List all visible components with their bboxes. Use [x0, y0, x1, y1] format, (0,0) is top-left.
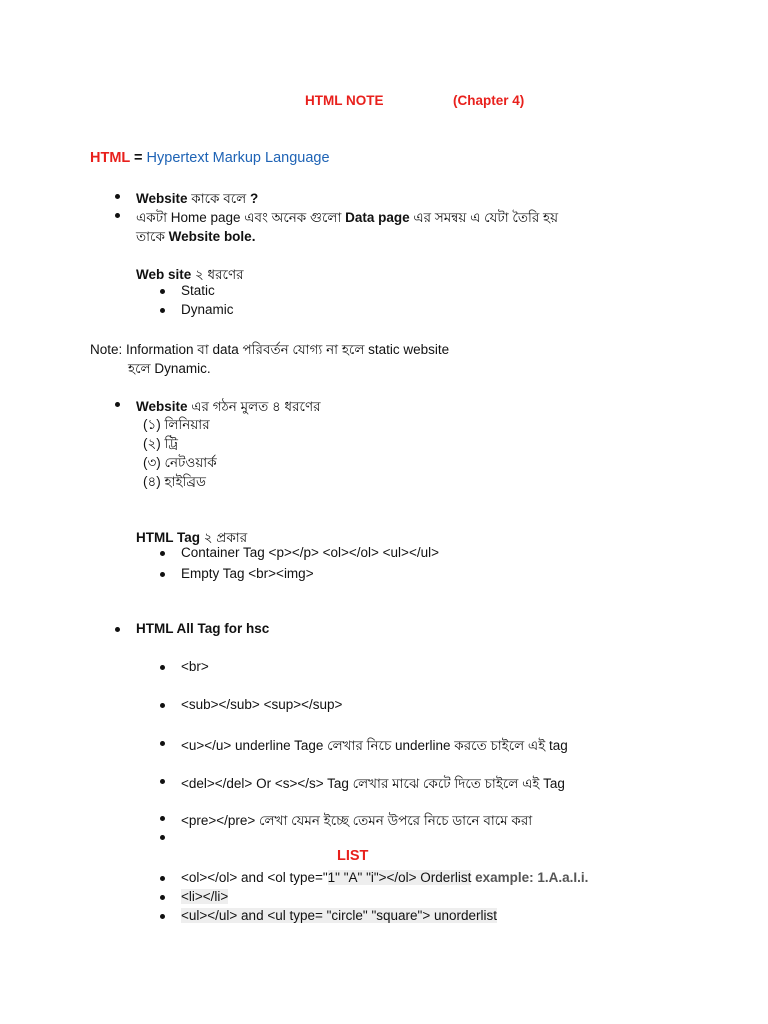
all-tags-heading: HTML All Tag for hsc	[136, 621, 270, 636]
list-item: Empty Tag <br><img>	[181, 566, 314, 581]
bullet-icon	[160, 914, 165, 919]
ul-item: <ul></ul> and <ul type= "circle" "square"> unorderlist	[181, 908, 497, 923]
bullet-icon	[160, 779, 165, 784]
list-item: Container Tag <p></p> <ol></ol> <ul></ul>	[181, 545, 439, 560]
bullet-icon	[160, 572, 165, 577]
bullet-icon	[160, 876, 165, 881]
tag-item: <br>	[181, 659, 209, 674]
structure-item: (৩) নেটওয়ার্ক	[143, 455, 217, 470]
bullet-icon	[160, 551, 165, 556]
structure-item: (১) লিনিয়ার	[143, 417, 210, 432]
structure-item: (৪) হাইব্রিড	[143, 474, 206, 489]
bullet-icon	[115, 213, 120, 218]
list-item: Static	[181, 283, 215, 298]
bullet-icon	[115, 194, 120, 199]
tag-item: <u></u> underline Tage লেখার নিচে underline করতে চাইলে এই tag	[181, 738, 568, 753]
website-question: Website কাকে বলে ?	[136, 191, 259, 206]
html-term: HTML	[90, 150, 131, 166]
bullet-icon	[160, 308, 165, 313]
equals-sign: =	[130, 150, 147, 166]
chapter-label: (Chapter 4)	[453, 93, 525, 108]
bullet-icon	[160, 665, 165, 670]
tag-item: <del></del> Or <s></s> Tag লেখার মাঝে কেটে দিতে চাইলে এই Tag	[181, 776, 565, 791]
website-definition-cont: তাকে Website bole.	[136, 229, 256, 244]
tag-item: <sub></sub> <sup></sup>	[181, 697, 343, 712]
html-definition	[90, 150, 330, 166]
bullet-icon	[160, 835, 165, 840]
website-types-heading: Web site ২ ধরণের	[136, 267, 244, 282]
li-item: <li></li>	[181, 889, 229, 904]
tag-item: <pre></pre> লেখা যেমন ইচ্ছে তেমন উপরে নিচে ডানে বামে করা	[181, 813, 533, 828]
structure-item: (২) ট্রি	[143, 436, 178, 451]
list-item: Dynamic	[181, 302, 234, 317]
bullet-icon	[160, 741, 165, 746]
list-heading: LIST	[337, 848, 369, 864]
bullet-icon	[115, 402, 120, 407]
note-line-2: হলে Dynamic.	[128, 361, 211, 376]
html-meaning: Hypertext Markup Language	[146, 150, 330, 166]
website-definition: একটা Home page এবং অনেক গুলো Data page এর সমন্বয় এ যেটা তৈরি হয়	[136, 210, 559, 225]
bullet-icon	[160, 895, 165, 900]
bullet-icon	[115, 627, 120, 632]
note-title: HTML NOTE	[305, 93, 384, 108]
bullet-icon	[160, 289, 165, 294]
bullet-icon	[160, 816, 165, 821]
ol-item: <ol></ol> and <ol type="1" "A" "i"></ol> Orderlist example: 1.A.a.I.i.	[181, 870, 589, 885]
bullet-icon	[160, 703, 165, 708]
tag-types-heading: HTML Tag ২ প্রকার	[136, 530, 248, 545]
structure-heading: Website এর গঠন মুলত ৪ ধরণের	[136, 399, 321, 414]
note-line-1: Note: Information বা data পরিবর্তন যোগ্য না হলে static website	[90, 342, 450, 357]
